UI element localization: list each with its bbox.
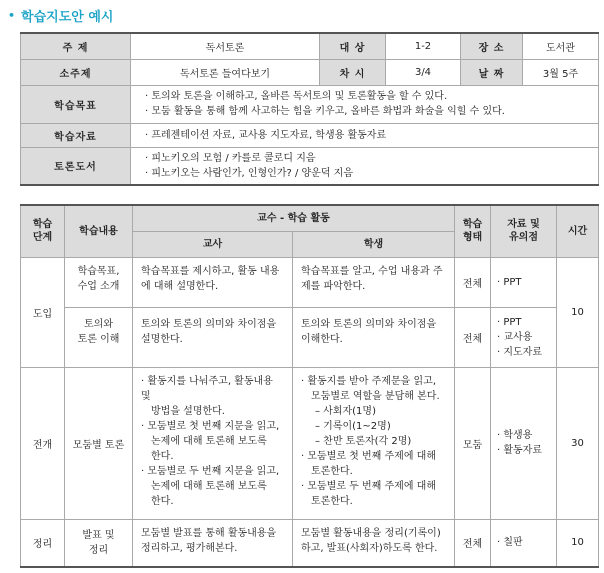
intro-form-1: 전체: [455, 257, 491, 307]
wrap-time: 10: [557, 519, 599, 567]
session-value: 3/4: [386, 59, 461, 85]
develop-time: 30: [557, 367, 599, 519]
wrap-content: 발표 및 정리: [65, 519, 133, 567]
subject-value: 독서토론: [131, 33, 320, 59]
book-item: · 피노키오의 모험 / 카를로 콜로디 지음: [145, 152, 316, 164]
form-header: 학습 형태: [455, 205, 491, 257]
teacher-header: 교사: [133, 231, 293, 257]
books-label: 토론도서: [21, 147, 131, 185]
stage-header: 학습 단계: [21, 205, 65, 257]
session-label: 차 시: [320, 59, 386, 85]
target-value: 1-2: [386, 33, 461, 59]
material-item: · 프레젠테이션 자료, 교사용 지도자료, 학생용 활동자료: [145, 129, 387, 141]
develop-materials: · 학생용 · 활동자료: [491, 367, 557, 519]
develop-student: · 활동지를 받아 주제문을 읽고, 모둠별로 역할을 분담해 본다. – 사회자(1명) – 기록이(1~2명) – 찬반 토론자(각 2명) · 모둠별로 첫 번째 주제에 대해 토론한다. · 모둠별로 두 번째 주제에 대해 토론한다.: [293, 367, 455, 519]
intro-materials-1: · PPT: [491, 257, 557, 307]
book-item: · 피노키오는 사람인가, 인형인가? / 양운덕 지음: [145, 167, 353, 179]
place-value: 도서관: [523, 33, 599, 59]
books-cell: [131, 147, 599, 185]
intro-form-2: 전체: [455, 307, 491, 367]
goals-cell: [131, 85, 599, 123]
goal-item: · 모둠 활동을 통해 함께 사고하는 힘을 키우고, 올바른 화법과 화술을 익힐 수 있다.: [145, 106, 505, 117]
intro-teacher-1: 학습목표를 제시하고, 활동 내용에 대해 설명한다.: [133, 257, 293, 307]
intro-teacher-2: 토의와 토론의 의미와 차이점을 설명한다.: [133, 307, 293, 367]
time-header: 시간: [557, 205, 599, 257]
content-header: 학습내용: [65, 205, 133, 257]
materials-cell: [131, 123, 599, 147]
subtopic-value: 독서토론 들여다보기: [131, 59, 320, 85]
section-heading: [8, 5, 113, 25]
target-label: 대 상: [320, 33, 386, 59]
wrap-student: 모둠별 활동내용을 정리(기록이)하고, 발표(사회자)하도록 한다.: [293, 519, 455, 567]
summary-table: [20, 32, 599, 186]
intro-student-1: 학습목표를 알고, 수업 내용과 주제를 파악한다.: [293, 257, 455, 307]
goals-label: 학습목표: [21, 85, 131, 123]
wrap-materials: · 칠판: [491, 519, 557, 567]
materials-label: 학습자료: [21, 123, 131, 147]
intro-content-2: 토의와 토론 이해: [65, 307, 133, 367]
materials-header: 자료 및 유의점: [491, 205, 557, 257]
heading-bullet: •: [8, 8, 16, 22]
subtopic-label: 소주제: [21, 59, 131, 85]
place-label: 장 소: [461, 33, 523, 59]
intro-time: 10: [557, 257, 599, 367]
heading-title: 학습지도안 예시: [21, 9, 114, 25]
intro-student-2: 토의와 토론의 의미와 차이점을 이해한다.: [293, 307, 455, 367]
develop-form: 모둠: [455, 367, 491, 519]
activity-header: 교수 - 학습 활동: [133, 205, 455, 231]
date-value: 3월 5주: [523, 59, 599, 85]
wrap-stage: 정리: [21, 519, 65, 567]
wrap-form: 전체: [455, 519, 491, 567]
develop-stage: 전개: [21, 367, 65, 519]
student-header: 학생: [293, 231, 455, 257]
intro-content-1: 학습목표, 수업 소개: [65, 257, 133, 307]
develop-content: 모둠별 토론: [65, 367, 133, 519]
intro-stage: 도입: [21, 257, 65, 367]
goal-item: · 토의와 토론을 이해하고, 올바른 독서토의 및 토론활동을 할 수 있다.: [145, 91, 448, 102]
subject-label: 주 제: [21, 33, 131, 59]
develop-teacher: · 활동지를 나눠주고, 활동내용 및 방법을 설명한다. · 모둠별로 첫 번째 지문을 읽고, 논제에 대해 토론해 보도록 한다. · 모둠별로 두 번째 지문을 읽고, 논제에 대해 토론해 보도록 한다.: [133, 367, 293, 519]
intro-materials-2: · PPT · 교사용 · 지도자료: [491, 307, 557, 367]
wrap-teacher: 모둠별 발표를 통해 활동내용을 정리하고, 평가해본다.: [133, 519, 293, 567]
lesson-plan-table: [20, 204, 599, 568]
date-label: 날 짜: [461, 59, 523, 85]
